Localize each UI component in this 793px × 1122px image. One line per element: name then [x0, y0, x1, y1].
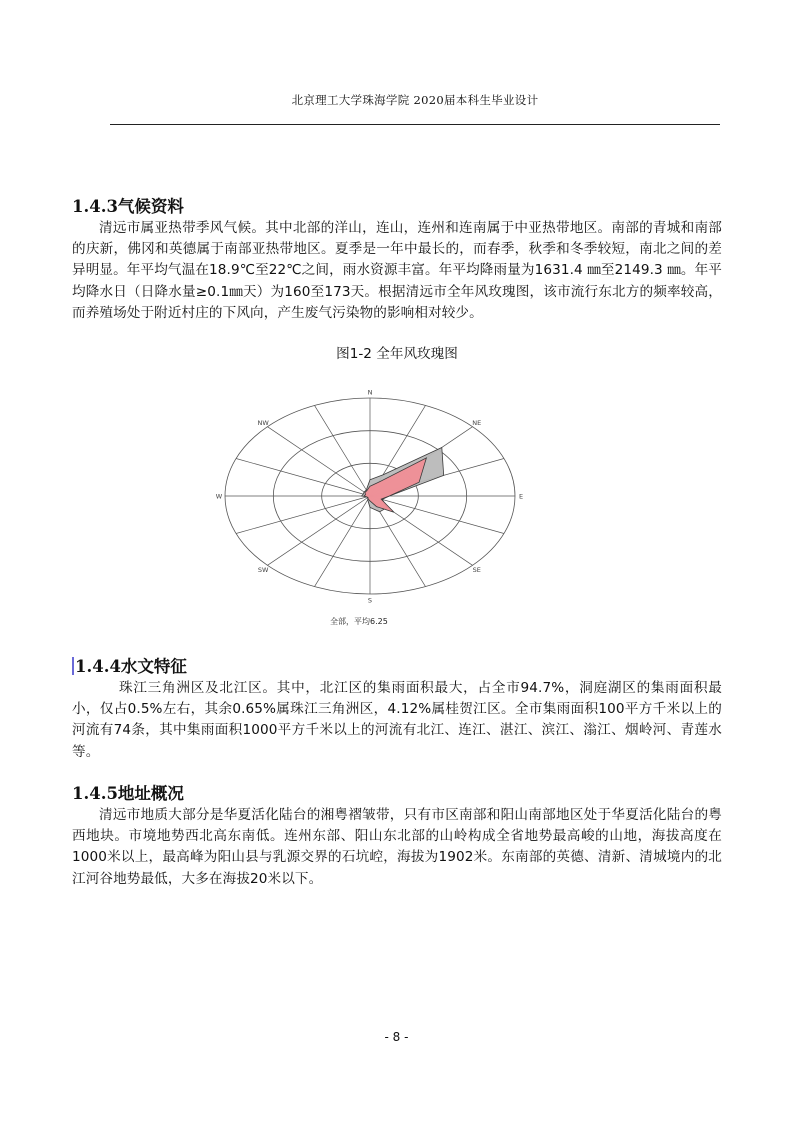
- wind-rose-spoke: [315, 496, 370, 587]
- wind-rose-direction-label: NW: [257, 419, 269, 427]
- section-hydrology: [72, 656, 722, 763]
- wind-rose-spoke: [267, 496, 370, 565]
- section-geology: [72, 783, 722, 890]
- header-rule: [110, 124, 720, 125]
- page-header: [110, 92, 720, 108]
- section-climate: [72, 196, 722, 324]
- wind-rose-direction-label: NE: [472, 419, 482, 427]
- wind-rose-spoke: [267, 427, 370, 496]
- wind-rose-direction-label: SW: [257, 566, 269, 574]
- figure-caption: 图1-2 全年风玫瑰图: [336, 346, 458, 362]
- page-number: - 8 -: [384, 1030, 409, 1044]
- section-text-climate: 清远市属亚热带季风气候。其中北部的洋山，连山，连州和连南属于中亚热带地区。南部的青城和南部的庆新，佛冈和英德属于南部亚热带地区。夏季是一年中最长的，而春季，秋季和冬季较短，南北之间的差异明显。年平均气温在18.9℃至22℃之间，雨水资源丰富。年平均降雨量为1631.4 ㎜至2149.3 ㎜。年平均降水日（日降水量≥0.1㎜天）为160至173天。根据清远市全年风玫瑰图，该市流行东北方的频率较高，而养殖场处于附近村庄的下风向，产生废气污染物的影响相对较少。: [72, 220, 722, 321]
- wind-rose-spoke: [315, 405, 370, 496]
- header-title: 北京理工大学珠海学院 2020届本科生毕业设计: [291, 93, 539, 107]
- section-heading-climate: 1.4.3气候资料: [72, 197, 184, 216]
- wind-rose-direction-label: W: [215, 492, 223, 501]
- section-heading-geology: 1.4.5地址概况: [72, 784, 184, 803]
- section-text-hydrology: 珠江三角洲区及北江区。其中，北江区的集雨面积最大，占全市94.7%，洞庭湖区的集雨面积最小，仅占0.5%左右，其余0.65%属珠江三角洲区，4.12%属桂贺江区。全市集雨面积100平方千米以上的河流有74条，其中集雨面积1000平方千米以上的河流有北江、连江、湛江、滨江、滃江、烟岭河、青莲水等。: [72, 680, 722, 760]
- wind-rose-spoke: [236, 496, 370, 534]
- section-text-geology: 清远市地质大部分是华夏活化陆台的湘粤褶皱带，只有市区南部和阳山南部地区处于华夏活化陆台的粤西地块。市境地势西北高东南低。连州东部、阳山东北部的山岭构成全省地势最高峻的山地，海拔高度在1000米以上，最高峰为阳山县与乳源交界的石坑崆，海拔为1902米。东南部的英德、清新、清城境内的北江河谷地势最低，大多在海拔20米以下。: [72, 807, 722, 887]
- wind-rose-figure: [210, 372, 540, 630]
- wind-rose-inner-caption: 全部，平均6.25: [330, 617, 388, 626]
- text-cursor: [72, 657, 74, 675]
- wind-rose-spoke: [370, 496, 504, 534]
- wind-rose-direction-label: N: [367, 388, 373, 397]
- section-heading-hydrology-text: 1.4.4水文特征: [75, 657, 187, 676]
- wind-rose-direction-label: S: [367, 596, 373, 605]
- wind-rose-chart: [210, 372, 540, 630]
- section-heading-hydrology: [72, 656, 722, 678]
- wind-rose-direction-label: E: [518, 492, 524, 501]
- wind-rose-spoke: [236, 458, 370, 496]
- wind-rose-direction-label: SE: [472, 566, 481, 574]
